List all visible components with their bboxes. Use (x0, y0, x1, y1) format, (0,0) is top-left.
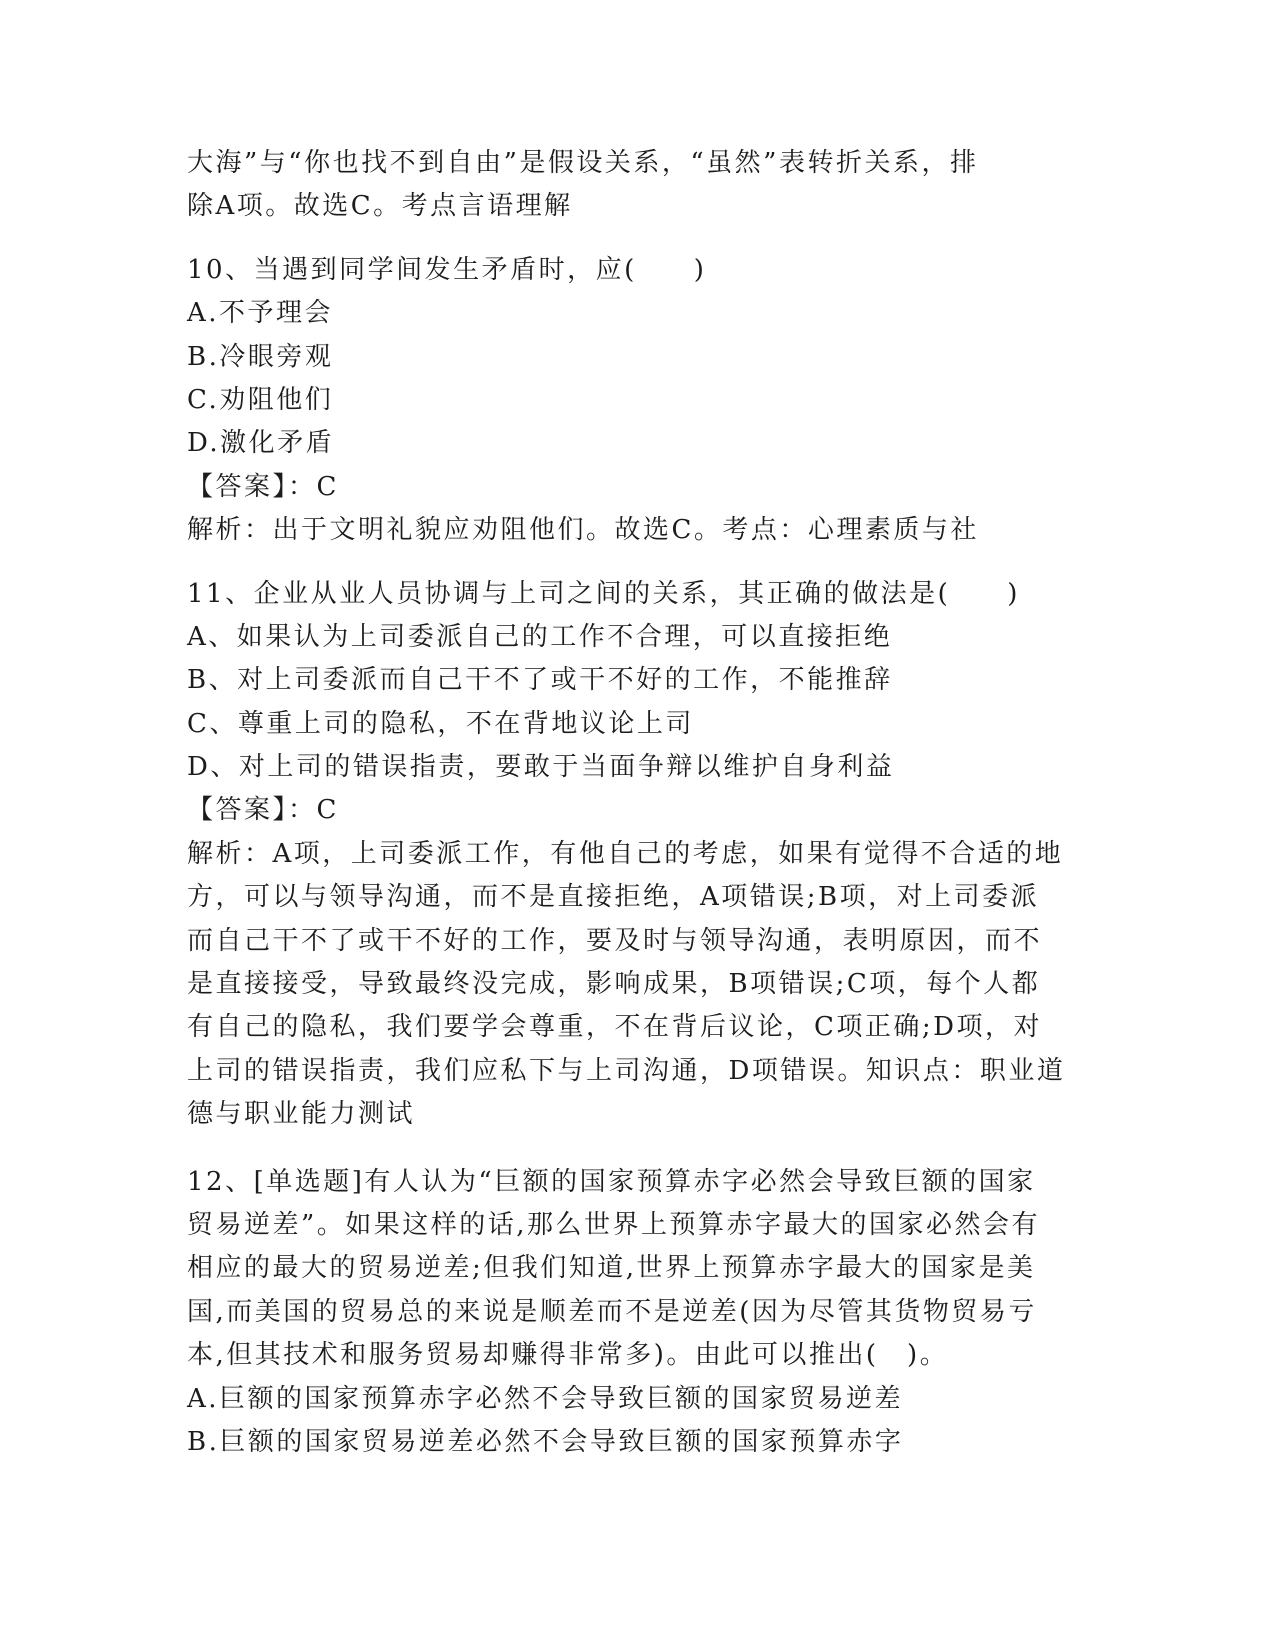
option-a: A.不予理会 (187, 298, 334, 329)
question-stem: 10、当遇到同学间发生矛盾时，应( ) (187, 254, 707, 285)
option-b: B、对上司委派而自己干不了或干不好的工作，不能推辞 (187, 665, 893, 696)
answer-line: 【答案】：C (187, 795, 339, 826)
question-10 (187, 249, 1087, 553)
intro-paragraph (187, 142, 1087, 229)
analysis-line: 方，可以与领导沟通，而不是直接拒绝，A项错误;B项，对上司委派 (187, 882, 1040, 913)
text-line: 大海”与“你也找不到自由”是假设关系，“虽然”表转折关系，排 (187, 148, 979, 178)
option-b: B.冷眼旁观 (187, 341, 334, 372)
option-a: A、如果认为上司委派自己的工作不合理，可以直接拒绝 (187, 621, 893, 652)
question-11 (187, 573, 1087, 1137)
option-b: B.巨额的国家贸易逆差必然不会导致巨额的国家预算赤字 (187, 1426, 904, 1457)
question-stem: 12、[单选题]有人认为“巨额的国家预算赤字必然会导致巨额的国家 (187, 1166, 1036, 1197)
question-stem: 国,而美国的贸易总的来说是顺差而不是逆差(因为尽管其货物贸易亏 (187, 1296, 1037, 1327)
analysis-line: 是直接接受，导致最终没完成，影响成果，B项错误;C项，每个人都 (187, 969, 1041, 1000)
analysis-line: 解析：出于文明礼貌应劝阻他们。故选C。考点：心理素质与社 (187, 515, 979, 546)
document-page (187, 142, 1087, 1464)
analysis-line: 而自己干不了或干不好的工作，要及时与领导沟通，表明原因，而不 (187, 925, 1043, 956)
text-line: 除A项。故选C。考点言语理解 (187, 191, 573, 222)
question-stem: 贸易逆差”。如果这样的话,那么世界上预算赤字最大的国家必然会有 (187, 1209, 1041, 1240)
analysis-line: 上司的错误指责，我们应私下与上司沟通，D项错误。知识点：职业道 (187, 1055, 1066, 1086)
option-d: D.激化矛盾 (187, 428, 335, 459)
question-stem: 相应的最大的贸易逆差;但我们知道,世界上预算赤字最大的国家是美 (187, 1253, 1036, 1284)
option-d: D、对上司的错误指责，要敢于当面争辩以维护自身利益 (187, 752, 895, 783)
analysis-line: 有自己的隐私，我们要学会尊重，不在背后议论，C项正确;D项，对 (187, 1012, 1042, 1043)
analysis-line: 解析：A项，上司委派工作，有他自己的考虑，如果有觉得不合适的地 (187, 838, 1064, 869)
analysis-line: 德与职业能力测试 (187, 1099, 416, 1130)
option-c: C.劝阻他们 (187, 384, 334, 415)
option-c: C、尊重上司的隐私，不在背地议论上司 (187, 708, 694, 739)
question-12 (187, 1161, 1087, 1465)
answer-line: 【答案】：C (187, 471, 339, 502)
question-stem: 本,但其技术和服务贸易却赚得非常多)。由此可以推出( )。 (187, 1340, 949, 1371)
option-a: A.巨额的国家预算赤字必然不会导致巨额的国家贸易逆差 (187, 1383, 904, 1414)
question-stem: 11、企业从业人员协调与上司之间的关系，其正确的做法是( ) (187, 578, 1020, 609)
